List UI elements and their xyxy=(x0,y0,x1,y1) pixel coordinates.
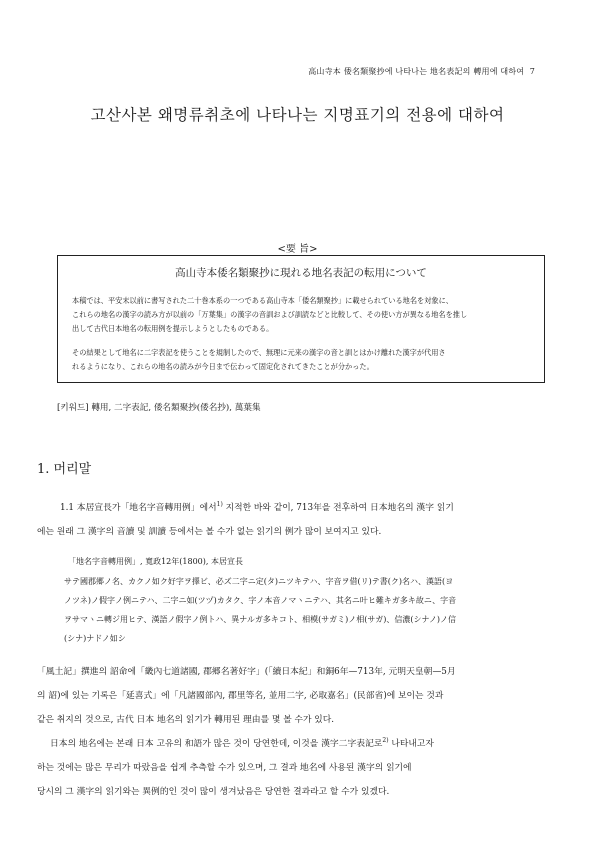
paragraph-line: 같은 취지의 것으로, 古代 日本 地名의 읽기가 轉用된 理由를 몇 볼 수가 있다. xyxy=(37,715,335,725)
abstract-line: その結果として地名に二字表記を使うことを規制したので、無理に元来の漢字の音と訓とはかけ離れた漢字が代用さ xyxy=(72,348,446,357)
paragraph-line: 당시의 그 漢字의 읽기와는 異例的인 것이 많이 생겨났음은 당연한 결과라고 할 수가 있겠다. xyxy=(37,787,390,797)
paragraph-text: 나타내고자 xyxy=(388,739,434,749)
footnote-ref: 1) xyxy=(216,501,223,509)
page-title: 고산사본 왜명류취초에 나타나는 지명표기의 전용에 대하여 xyxy=(90,106,505,124)
footnote-ref: 2) xyxy=(382,737,389,745)
abstract-line: 本稿では、平安末以前に書写された二十巻本系の一つである高山寺本「倭名類聚抄」に載せられている地名を対象に、 xyxy=(72,296,453,305)
abstract-line: 出して古代日本地名の転用例を提示しようとしたものである。 xyxy=(72,324,274,333)
quote-line: サテ國郡郷ノ名、カクノ如ク好字ヲ擇ビ、必ズ二字ニ定(タ)ニツキテハ、字音ヲ借(リ)テ書(ク)名ハ、漢語(ヨ xyxy=(64,577,454,586)
section-heading: 1. 머리말 xyxy=(37,462,92,477)
paragraph-line: 하는 것에는 많은 무리가 따랐음을 쉽게 추측할 수가 있으며, 그 결과 地名에 사용된 漢字의 읽기에 xyxy=(37,763,412,773)
abstract-label: <要 旨> xyxy=(277,244,318,255)
paragraph-line xyxy=(50,736,434,749)
paragraph-line xyxy=(60,500,454,513)
keywords: [키워드] 轉用, 二字表記, 倭名類聚抄(倭名抄), 萬葉集 xyxy=(57,403,261,413)
quote-line: ヲサマヽニ轉ジ用ヒテ、漢語ノ假字ノ例トハ、異ナルガ多キコト、相模(サガミ)ノ相(サガ)、信濃(シナノ)ノ信 xyxy=(64,615,457,624)
quote-line: (シナ)ナドノ如シ xyxy=(64,634,126,643)
paragraph-text: 日本의 地名에는 본래 日本 고유의 和語가 많은 것이 당연한데, 이것을 漢字二字表記로 xyxy=(50,739,383,749)
running-head xyxy=(308,66,535,77)
running-head-text: 高山寺本 倭名類聚抄에 나타나는 地名表記의 轉用에 대하여 xyxy=(308,67,525,76)
abstract-title: 高山寺本倭名類聚抄に現れる地名表記の転用について xyxy=(175,267,427,279)
paragraph-text: 1.1 本居宣長가「地名字音轉用例」에서 xyxy=(60,503,217,513)
page-number: 7 xyxy=(529,67,535,76)
quote-line: ノツネ)ノ假字ノ例ニテハ、二字ニ如(ツヅ)カタク、字ノ本音ノマヽニテハ、其名ニ叶ヒ難キガ多キ故ニ、字音 xyxy=(64,596,457,605)
paragraph-text: 지적한 바와 같이, 713年을 전후하여 日本地名의 漢字 읽기 xyxy=(222,503,454,513)
abstract-line: れるようになり、これらの地名の読みが今日まで伝わって固定化されてきたことが分かった。 xyxy=(72,362,374,371)
paragraph-line: 「風土記」撰進의 詔命에「畿內七道諸國, 郡郷名著好字」(「續日本紀」和銅6年—713年, 元明天皇朝—5月 xyxy=(37,667,456,677)
paragraph-line: 의 詔)에 있는 기록은「延喜式」에「凡諸國部內, 郡里等名, 並用二字, 必取嘉名」(民部省)에 보이는 것과 xyxy=(37,691,444,701)
abstract-line: これらの地名の漢字の読み方が以前の「万葉集」の漢字の音訓および訓読などと比較して、その使い方が異なる地名を推し xyxy=(72,310,468,319)
quote-line: 「地名字音轉用例」, 寬政12年(1800), 本居宣長 xyxy=(68,557,243,566)
paragraph-line: 에는 원래 그 漢字의 音讀 및 訓讀 등에서는 볼 수가 없는 읽기의 例가 많이 보여지고 있다. xyxy=(37,527,382,537)
